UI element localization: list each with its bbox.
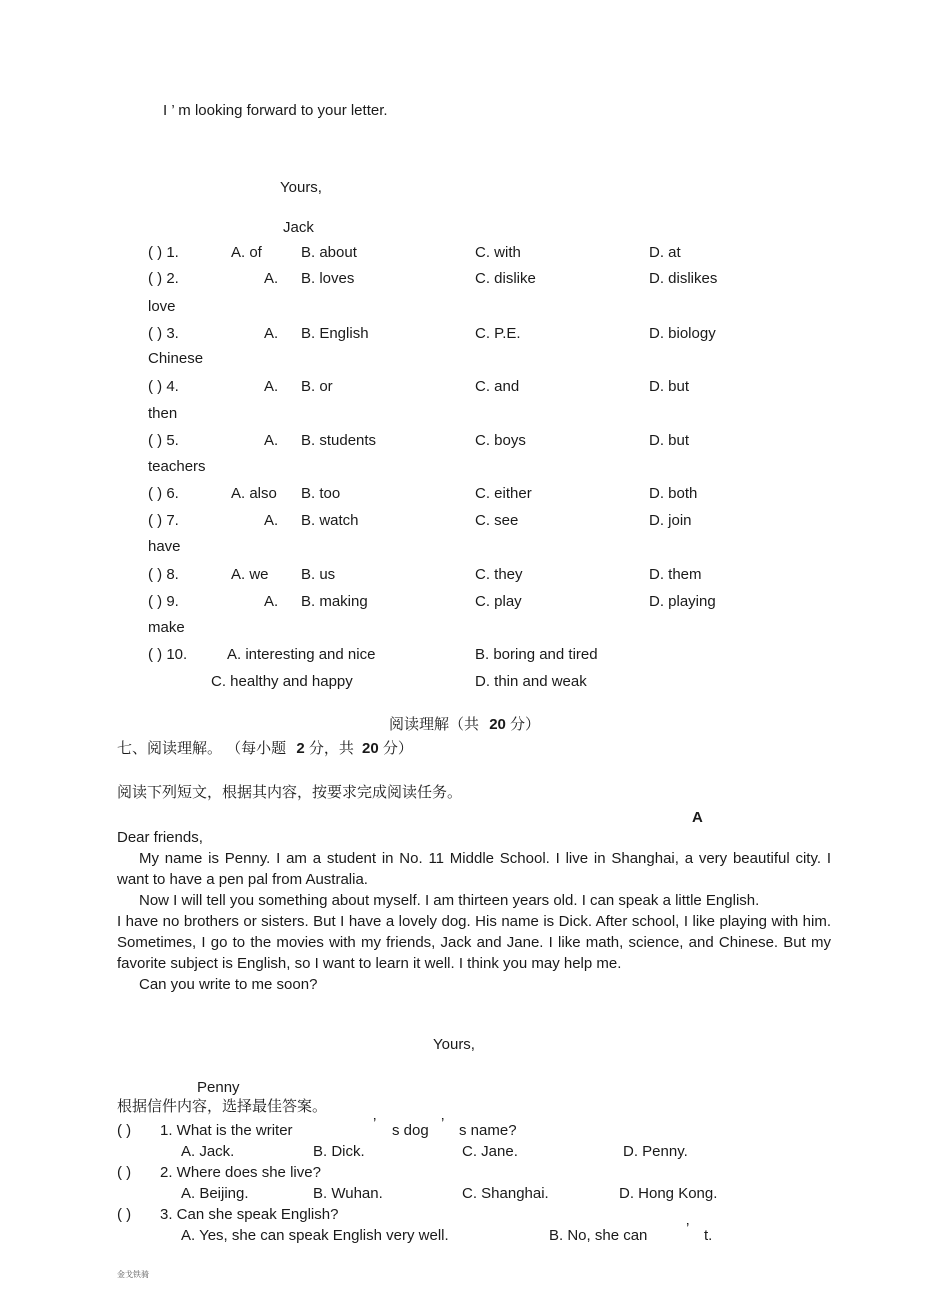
letter-signature: Jack (283, 219, 314, 236)
option-b-end: t. (704, 1227, 713, 1244)
option-a: A. (264, 378, 279, 395)
answer-blank: ( ) 1. (148, 244, 179, 261)
option-a: A. Yes, she can speak English very well. (181, 1227, 449, 1244)
option-d: D. but (649, 378, 690, 395)
question-stem: 1. What is the writer (160, 1122, 293, 1139)
answer-blank: ( ) 9. (148, 593, 179, 610)
heading-mid-text: 分，共 (308, 740, 354, 757)
answer-blank: ( ) 10. (148, 646, 188, 663)
answer-blank: ( ) 2. (148, 270, 179, 287)
section-center-title (389, 716, 540, 734)
answer-blank: ( ) (117, 1164, 132, 1181)
option-a-wrap: teachers (148, 458, 206, 475)
option-d: D. dislikes (649, 270, 718, 287)
option-b: B. watch (301, 512, 359, 529)
option-d: D. both (649, 485, 698, 502)
option-a: A. (264, 512, 279, 529)
option-c: C. boys (475, 432, 526, 449)
heading-text: 七、阅读理解。 （每小题 (117, 740, 287, 757)
center-title-score: 20 (489, 716, 506, 733)
option-b: B. English (301, 325, 369, 342)
heading-unit: 分） (382, 740, 413, 757)
answer-blank: ( ) (117, 1122, 132, 1139)
passage-paragraph-1: My name is Penny. I am a student in No. 11 Middle School. I live in Shanghai, a very beautiful city. I want to have a pen pal from Australia. (117, 850, 831, 888)
apostrophe-mark: ’ (373, 1115, 377, 1132)
option-d: D. thin and weak (475, 673, 587, 690)
answer-blank: ( ) (117, 1206, 132, 1223)
apostrophe-mark: ’ (686, 1220, 690, 1237)
option-a: A. Jack. (181, 1143, 235, 1160)
answer-blank: ( ) 7. (148, 512, 179, 529)
section-instruction: 阅读下列短文，根据其内容，按要求完成阅读任务。 (117, 784, 463, 801)
page-footer-mark: 金戈铁骑 (117, 1270, 149, 1279)
option-b: B. No, she can (549, 1227, 648, 1244)
option-a-wrap: love (148, 298, 176, 315)
option-d: D. join (649, 512, 692, 529)
answer-blank: ( ) 3. (148, 325, 179, 342)
passage-greeting: Dear friends, (117, 829, 203, 846)
option-a: A. also (231, 485, 277, 502)
option-b: B. too (301, 485, 341, 502)
answer-blank: ( ) 4. (148, 378, 179, 395)
option-d: D. them (649, 566, 702, 583)
section-heading (117, 740, 413, 758)
heading-total-score: 20 (362, 740, 379, 757)
passage-signature: Penny (197, 1079, 240, 1096)
option-d: D. playing (649, 593, 716, 610)
option-a: A. (264, 270, 279, 287)
passage-paragraph-2-first-line: Now I will tell you something about myself. I am thirteen years old. I can speak a little English. (139, 892, 760, 909)
option-b: B. us (301, 566, 336, 583)
passage-paragraph-3: Can you write to me soon? (139, 976, 318, 993)
answer-blank: ( ) 8. (148, 566, 179, 583)
option-a: A. interesting and nice (227, 646, 376, 663)
passage-label: A (692, 809, 703, 826)
option-b: B. Wuhan. (313, 1185, 383, 1202)
option-a: A. (264, 432, 279, 449)
option-a: A. we (231, 566, 269, 583)
option-c: C. they (475, 566, 523, 583)
question-stem: 3. Can she speak English? (160, 1206, 339, 1223)
option-b: B. Dick. (313, 1143, 365, 1160)
question-stem: 2. Where does she live? (160, 1164, 321, 1181)
option-c: C. P.E. (475, 325, 521, 342)
option-d: D. but (649, 432, 690, 449)
letter-sign-off: Yours, (280, 179, 322, 196)
passage-sign-off: Yours, (433, 1036, 475, 1053)
option-c: C. see (475, 512, 519, 529)
question-stem-part: s dog (392, 1122, 429, 1139)
option-a: A. Beijing. (181, 1185, 249, 1202)
option-a: A. (264, 325, 279, 342)
option-c: C. and (475, 378, 520, 395)
option-d: D. Penny. (623, 1143, 688, 1160)
center-title-unit: 分） (510, 716, 541, 733)
option-c: C. Shanghai. (462, 1185, 549, 1202)
answer-blank: ( ) 5. (148, 432, 179, 449)
option-b: B. about (301, 244, 357, 261)
heading-per-item-score: 2 (296, 740, 305, 757)
option-c: C. Jane. (462, 1143, 518, 1160)
answer-blank: ( ) 6. (148, 485, 179, 502)
option-b: B. loves (301, 270, 355, 287)
option-d: D. at (649, 244, 681, 261)
option-a-wrap: Chinese (148, 350, 204, 367)
option-b: B. students (301, 432, 377, 449)
option-c: C. dislike (475, 270, 536, 287)
option-c: C. healthy and happy (211, 673, 353, 690)
option-b: B. boring and tired (475, 646, 598, 663)
option-c: C. either (475, 485, 532, 502)
option-b: B. making (301, 593, 368, 610)
option-d: D. biology (649, 325, 716, 342)
apostrophe-mark: ’ (441, 1115, 445, 1132)
passage-body (117, 827, 831, 995)
option-d: D. Hong Kong. (619, 1185, 718, 1202)
center-title-text: 阅读理解（共 (389, 716, 480, 733)
option-a-wrap: make (148, 619, 185, 636)
questions-instruction: 根据信件内容，选择最佳答案。 (117, 1098, 328, 1115)
passage-paragraph-2: I have no brothers or sisters. But I have a lovely dog. His name is Dick. After school, I like playing with him. Sometimes, I go to the movies with my friends, Jack and Jane. I like math, science, and Chinese. But my favorite subject is English, so I want to learn it well. I think you may help me. (117, 913, 831, 972)
question-stem-part: s name? (459, 1122, 517, 1139)
option-c: C. play (475, 593, 522, 610)
letter-closing-line: I ’ m looking forward to your letter. (163, 102, 388, 119)
option-a-wrap: then (148, 405, 178, 422)
option-c: C. with (475, 244, 521, 261)
option-a: A. of (231, 244, 262, 261)
option-b: B. or (301, 378, 333, 395)
option-a-wrap: have (148, 538, 181, 555)
option-a: A. (264, 593, 279, 610)
